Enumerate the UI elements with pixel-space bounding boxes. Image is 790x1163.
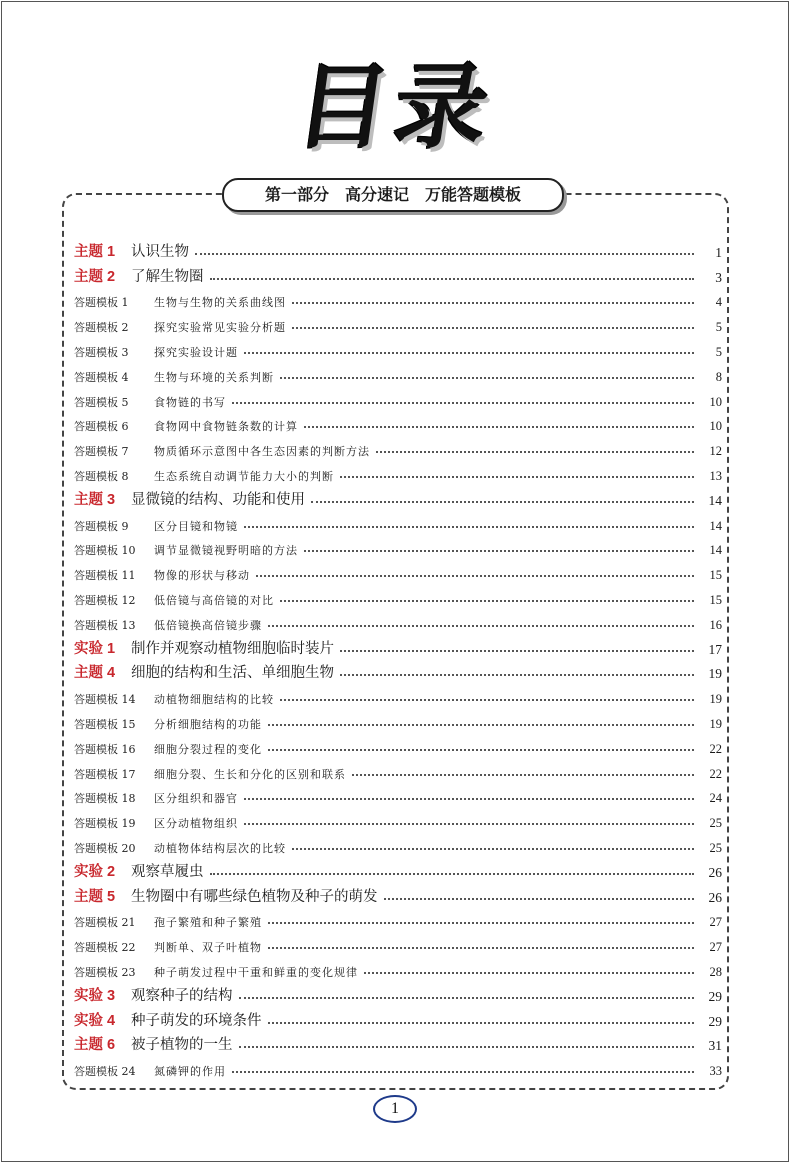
dot-leader [268,947,694,949]
toc-entry-title: 显微镜的结构、功能和使用 [131,491,305,508]
toc-entry-page: 31 [708,1038,722,1054]
toc-entry-page: 22 [709,741,722,756]
toc-entry-title: 动植物体结构层次的比较 [154,841,286,855]
toc-entry-page: 3 [715,269,722,285]
toc-entry[interactable] [74,658,722,683]
dot-leader [280,600,694,602]
toc-entry-page: 1 [715,244,722,260]
toc-entry-label: 答题模板 10 [74,544,136,558]
toc-entry-label: 答题模板 18 [74,792,136,806]
page-title: 目录 [289,54,501,161]
toc-entry[interactable] [74,1005,722,1030]
toc-entry-title: 制作并观察动植物细胞临时装片 [131,640,334,657]
toc-entry-label: 答题模板 15 [74,717,136,731]
dot-leader [376,451,694,453]
dot-leader [304,426,694,428]
toc-entry-title: 生态系统自动调节能力大小的判断 [154,469,334,483]
toc-entry[interactable] [74,484,722,509]
toc-entry-label: 答题模板 1 [74,296,129,310]
toc-entry-page: 5 [715,344,722,359]
dot-leader [244,798,694,800]
toc-entry-label: 答题模板 4 [74,370,129,384]
toc-entry[interactable] [74,906,722,931]
toc-entry[interactable] [74,930,722,955]
toc-entry-label: 答题模板 3 [74,345,129,359]
toc-entry-title: 食物网中食物链条数的计算 [154,420,298,434]
toc-entry-title: 细胞分裂、生长和分化的区别和联系 [154,767,346,781]
toc-entry-page: 19 [708,666,722,682]
dot-leader [244,352,694,354]
toc-entry-page: 17 [708,641,722,657]
toc-entry-label: 主题 3 [74,491,116,508]
toc-entry-label: 答题模板 17 [74,767,136,781]
toc-entry-title: 分析细胞结构的功能 [154,717,262,731]
toc-entry-label: 主题 1 [74,243,116,260]
dot-leader [340,650,694,652]
toc-entry-label: 主题 2 [74,268,116,285]
toc-entry-page: 27 [709,915,722,930]
toc-entry[interactable] [74,881,722,906]
toc-entry-page: 19 [709,692,722,707]
toc-entry[interactable] [74,434,722,459]
dot-leader [268,749,694,751]
dot-leader [210,278,695,280]
toc-entry-page: 22 [709,766,722,781]
toc-entry-page: 10 [709,394,722,409]
toc-entry[interactable] [74,707,722,732]
toc-entry-page: 24 [709,791,722,806]
dot-leader [239,997,695,999]
toc-entry-page: 14 [708,492,722,508]
toc-entry[interactable] [74,583,722,608]
toc-entry-title: 生物与生物的关系曲线图 [154,296,286,310]
dot-leader [195,253,694,255]
toc-entry[interactable] [74,1054,722,1079]
toc-entry-title: 物像的形状与移动 [154,569,250,583]
toc-entry-label: 实验 4 [74,1012,116,1029]
toc-entry-page: 13 [709,468,722,483]
toc-entry[interactable] [74,335,722,360]
toc-entry-title: 探究实验常见实验分析题 [154,321,286,335]
toc-entry-label: 答题模板 2 [74,321,129,335]
toc-entry[interactable] [74,831,722,856]
toc-entry-title: 孢子繁殖和种子繁殖 [154,916,262,930]
toc-entry-title: 动植物细胞结构的比较 [154,693,274,707]
toc-entry[interactable] [74,1030,722,1055]
toc-entry-title: 区分组织和器官 [154,792,238,806]
toc-entry-label: 主题 4 [74,665,116,682]
toc-entry-label: 答题模板 20 [74,841,136,855]
toc-entry-label: 答题模板 9 [74,519,129,533]
toc-entry-title: 观察种子的结构 [131,987,233,1004]
toc-entry-page: 29 [708,1013,722,1029]
toc-entry-title: 生物与环境的关系判断 [154,370,274,384]
dot-leader [292,848,694,850]
toc-entry[interactable] [74,261,722,286]
toc-entry-label: 答题模板 7 [74,445,129,459]
toc-entry[interactable] [74,360,722,385]
toc-entry-page: 4 [715,295,722,310]
dot-leader [244,526,694,528]
toc-entry-title: 物质循环示意图中各生态因素的判断方法 [154,445,370,459]
toc-entry[interactable] [74,608,722,633]
toc-entry-label: 主题 6 [74,1037,116,1054]
toc-entry-title: 低倍镜换高倍镜步骤 [154,618,262,632]
toc-entry[interactable] [74,856,722,881]
toc-entry-title: 了解生物圈 [131,268,204,285]
toc-entry-page: 29 [708,988,722,1004]
toc-entry[interactable] [74,757,722,782]
dot-leader [210,873,695,875]
toc-entry-title: 生物圈中有哪些绿色植物及种子的萌发 [131,888,378,905]
toc-entry[interactable] [74,558,722,583]
dot-leader [268,1022,695,1024]
toc-entry-title: 被子植物的一生 [131,1037,233,1054]
dot-leader [340,674,694,676]
dot-leader [244,823,694,825]
toc-entry[interactable] [74,534,722,559]
toc-entry-title: 细胞分裂过程的变化 [154,742,262,756]
dot-leader [352,774,694,776]
toc-entry-label: 答题模板 24 [74,1065,136,1079]
toc-entry-title: 认识生物 [131,243,189,260]
dot-leader [384,898,695,900]
toc-entry[interactable] [74,682,722,707]
dot-leader [304,550,694,552]
toc-entry-label: 答题模板 14 [74,693,136,707]
toc-entry-page: 27 [709,940,722,955]
toc-entry-label: 答题模板 13 [74,618,136,632]
toc-entry[interactable] [74,236,722,261]
table-of-contents [74,236,722,1079]
toc-entry[interactable] [74,509,722,534]
toc-entry[interactable] [74,385,722,410]
toc-entry-page: 26 [708,864,722,880]
toc-entry-label: 实验 1 [74,640,116,657]
toc-entry[interactable] [74,732,722,757]
toc-entry[interactable] [74,980,722,1005]
toc-entry[interactable] [74,459,722,484]
toc-entry-title: 区分动植物组织 [154,817,238,831]
toc-entry-title: 种子萌发的环境条件 [131,1012,262,1029]
toc-entry-page: 10 [709,419,722,434]
dot-leader [364,972,694,974]
toc-entry-label: 答题模板 12 [74,593,136,607]
toc-entry-title: 区分目镜和物镜 [154,519,238,533]
toc-entry-label: 答题模板 11 [74,569,136,583]
toc-entry-page: 14 [709,543,722,558]
toc-entry[interactable] [74,410,722,435]
toc-entry-title: 种子萌发过程中干重和鲜重的变化规律 [154,965,358,979]
toc-entry[interactable] [74,955,722,980]
toc-entry-label: 答题模板 21 [74,916,136,930]
toc-entry-title: 食物链的书写 [154,395,226,409]
dot-leader [340,476,694,478]
toc-entry-page: 33 [709,1064,722,1079]
toc-entry[interactable] [74,286,722,311]
toc-entry-page: 14 [709,518,722,533]
dot-leader [280,377,694,379]
toc-entry[interactable] [74,633,722,658]
toc-entry-page: 15 [709,592,722,607]
dot-leader [268,625,694,627]
toc-entry-label: 答题模板 16 [74,742,136,756]
toc-entry-label: 答题模板 6 [74,420,129,434]
toc-entry[interactable] [74,782,722,807]
toc-entry-page: 5 [715,320,722,335]
footer-page-number: 1 [373,1095,417,1123]
toc-entry-title: 低倍镜与高倍镜的对比 [154,593,274,607]
toc-entry-title: 探究实验设计题 [154,345,238,359]
toc-entry[interactable] [74,310,722,335]
toc-entry-label: 答题模板 5 [74,395,129,409]
toc-entry-label: 答题模板 23 [74,965,136,979]
toc-entry-page: 28 [709,964,722,979]
dot-leader [292,302,694,304]
toc-entry-title: 观察草履虫 [131,863,204,880]
dot-leader [268,922,694,924]
toc-entry[interactable] [74,806,722,831]
dot-leader [280,699,694,701]
part-header: 第一部分 高分速记 万能答题模板 [222,178,564,212]
dot-leader [232,402,694,404]
toc-entry-page: 12 [709,444,722,459]
dot-leader [239,1046,695,1048]
toc-entry-page: 25 [709,816,722,831]
toc-entry-label: 答题模板 19 [74,817,136,831]
toc-entry-label: 实验 2 [74,863,116,880]
toc-entry-page: 19 [709,716,722,731]
toc-entry-label: 主题 5 [74,888,116,905]
toc-entry-page: 26 [708,889,722,905]
toc-entry-page: 8 [715,369,722,384]
toc-entry-page: 25 [709,840,722,855]
dot-leader [292,327,694,329]
dot-leader [311,501,694,503]
toc-entry-title: 调节显微镜视野明暗的方法 [154,544,298,558]
toc-entry-page: 16 [709,617,722,632]
toc-entry-label: 答题模板 22 [74,941,136,955]
toc-entry-label: 答题模板 8 [74,469,129,483]
toc-entry-label: 实验 3 [74,987,116,1004]
toc-entry-title: 细胞的结构和生活、单细胞生物 [131,665,334,682]
toc-entry-title: 氮磷钾的作用 [154,1065,226,1079]
toc-entry-title: 判断单、双子叶植物 [154,941,262,955]
dot-leader [232,1071,694,1073]
toc-entry-page: 15 [709,568,722,583]
dot-leader [268,724,694,726]
dot-leader [256,575,694,577]
